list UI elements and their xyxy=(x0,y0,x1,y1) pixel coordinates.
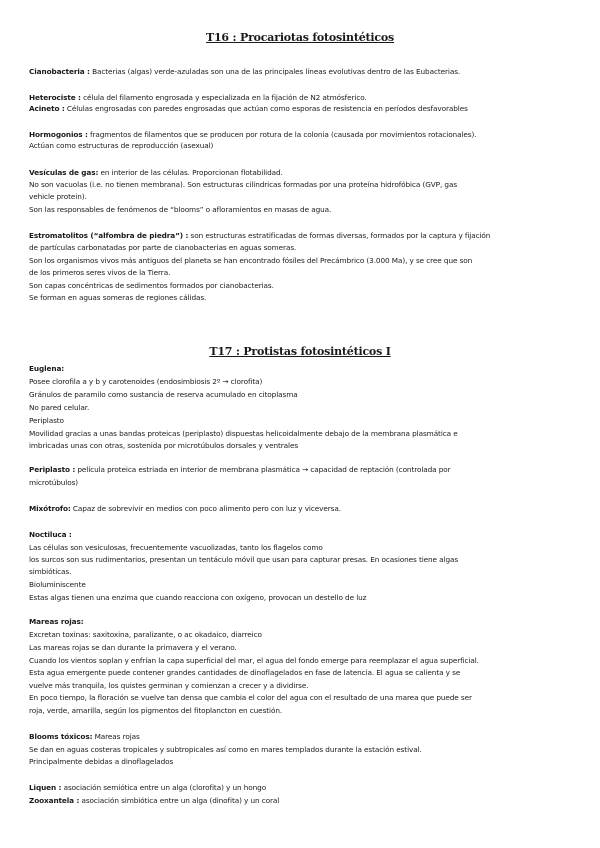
mareas-line: Excretan toxinas: saxitoxina, paralizante, o ac okadaico, diarreico xyxy=(29,630,262,639)
euglena-line: No pared celular. xyxy=(29,403,90,412)
estromatolitos-line6: Se forman en aguas someras de regiones cálidas. xyxy=(29,293,207,302)
noctiluca-line: Bioluminiscente xyxy=(29,580,86,589)
mareas-line: vuelve más tranquila, los quistes germinan y comienzan a crecer y a dividirse. xyxy=(29,681,309,690)
blooms-text: Mareas rojas xyxy=(92,732,140,741)
estromatolitos-line5: Son capas concéntricas de sedimentos formados por cianobacterias. xyxy=(29,281,274,290)
term-cianobacteria: Cianobacteria : xyxy=(29,67,90,76)
estromatolitos-text: son estructuras estratificadas de formas diversas, formados por la captura y fijación xyxy=(188,231,491,240)
hormogonios-line2: Actúan como estructuras de reproducción (asexual) xyxy=(29,141,214,150)
periplasto-text: película proteica estriada en interior de membrana plasmática → capacidad de reptación (controlada por xyxy=(75,465,451,474)
mareas-line: Las mareas rojas se dan durante la primavera y el verano. xyxy=(29,643,237,652)
liquen-paragraph xyxy=(29,783,266,793)
estromatolitos-line2: de partículas carbonatadas por parte de cianobacterias en aguas someras. xyxy=(29,243,297,252)
term-blooms: Blooms tóxicos: xyxy=(29,732,93,741)
blooms-line3: Principalmente debidas a dinoflagelados xyxy=(29,757,174,766)
section-title-t16: T16 : Procariotas fotosintéticos xyxy=(205,31,394,44)
term-hormogonios: Hormogonios : xyxy=(29,130,88,139)
term-periplasto: Periplasto : xyxy=(29,465,76,474)
term-vesiculas: Vesículas de gas: xyxy=(29,168,99,177)
term-liquen: Liquen : xyxy=(29,783,62,792)
term-estromatolitos: Estromatolitos (“alfombra de piedra”) : xyxy=(29,231,189,240)
euglena-line: Movilidad gracias a unas bandas proteicas (periplasto) dispuestas helicoidalmente debajo de la membrana plasmática e xyxy=(29,429,458,438)
heterociste-text: célula del filamento engrosada y especializada en la fijación de N2 atmósferico. xyxy=(80,93,367,102)
mixotrofo-paragraph xyxy=(29,504,341,514)
estromatolitos-paragraph xyxy=(29,231,490,241)
noctiluca-line: Las células son vesiculosas, frecuentemente vacuolizadas, tanto los flagelos como xyxy=(29,543,323,552)
vesiculas-line4: Son las responsables de fenómenos de “blooms” o afloramientos en masas de agua. xyxy=(29,205,332,214)
mareas-line: Cuando los vientos soplan y enfrían la capa superficial del mar, el agua del fondo emerge para reemplazar el agua superficial. xyxy=(29,656,479,665)
vesiculas-line3: vehicle protein). xyxy=(29,192,87,201)
term-euglena: Euglena: xyxy=(29,364,65,373)
liquen-text: asociación semiótica entre un alga (clorofita) y un hongo xyxy=(61,783,267,792)
term-mareas-rojas: Mareas rojas: xyxy=(29,617,84,626)
euglena-line: Periplasto xyxy=(29,416,64,425)
noctiluca-line: simbióticas. xyxy=(29,567,72,576)
periplasto-line2: microtúbulos) xyxy=(29,478,79,487)
euglena-line: imbricadas unas con otras, sostenida por microtúbulos dorsales y ventrales xyxy=(29,441,299,450)
cianobacteria-paragraph xyxy=(29,67,460,77)
mareas-line: roja, verde, amarilla, según los pigmentos del fitoplancton en cuestión. xyxy=(29,706,283,715)
noctiluca-line: Estas algas tienen una enzima que cuando reacciona con oxígeno, provocan un destello de luz xyxy=(29,593,367,602)
mixotrofo-text: Capaz de sobrevivir en medios con poco alimento pero con luz y viceversa. xyxy=(70,504,341,513)
blooms-line2: Se dan en aguas costeras tropicales y subtropicales así como en mares templados durante la estación estival. xyxy=(29,745,422,754)
hormogonios-paragraph xyxy=(29,130,476,140)
hormogonios-text: fragmentos de filamentos que se producen por rotura de la colonia (causada por movimientos rotacionales). xyxy=(87,130,477,139)
periplasto-paragraph xyxy=(29,465,451,475)
vesiculas-paragraph xyxy=(29,168,283,178)
blooms-paragraph xyxy=(29,732,140,742)
mareas-line: Esta agua emergente puede contener grandes cantidades de dinoflagelados en fase de latencia. El agua se calienta y se xyxy=(29,668,461,677)
acineto-text: Células engrosadas con paredes engrosadas que actúan como esporas de resistencia en períodos desfavorables xyxy=(64,104,468,113)
acineto-paragraph xyxy=(29,104,468,114)
vesiculas-text: en interior de las células. Proporcionan flotabilidad. xyxy=(98,168,283,177)
section-title-t17: T17 : Protistas fotosintéticos I xyxy=(209,345,391,358)
vesiculas-line2: No son vacuolas (i.e. no tienen membrana). Son estructuras cilíndricas formadas por una proteína hidrofóbica (GVP, gas xyxy=(29,180,458,189)
term-noctiluca: Noctiluca : xyxy=(29,530,72,539)
mareas-line: En poco tiempo, la floración se vuelve tan densa que cambia el color del agua con el resultado de una marea que puede ser xyxy=(29,693,472,702)
term-mixotrofo: Mixótrofo: xyxy=(29,504,71,513)
euglena-line: Posee clorofila a y b y carotenoides (endosimbiosis 2º → clorofita) xyxy=(29,377,263,386)
term-acineto: Acineto : xyxy=(29,104,65,113)
term-heterociste: Heterociste : xyxy=(29,93,81,102)
zooxantela-text: asociación simbiótica entre un alga (dinofita) y un coral xyxy=(79,796,280,805)
cianobacteria-text: Bacterias (algas) verde-azuladas son una de las principales líneas evolutivas dentro de las Eubacterias. xyxy=(89,67,461,76)
zooxantela-paragraph xyxy=(29,796,279,806)
estromatolitos-line3: Son los organismos vivos más antiguos del planeta se han encontrado fósiles del Precámbrico (3.000 Ma), y se cree que son xyxy=(29,256,473,265)
euglena-line: Gránulos de paramilo como sustancia de reserva acumulado en citoplasma xyxy=(29,390,298,399)
term-zooxantela: Zooxantela : xyxy=(29,796,80,805)
noctiluca-line: los surcos son sus rudimentarios, presentan un tentáculo móvil que usan para capturar presas. En ocasiones tiene algas xyxy=(29,555,459,564)
estromatolitos-line4: de los primeros seres vivos de la Tierra. xyxy=(29,268,171,277)
heterociste-paragraph xyxy=(29,93,367,103)
